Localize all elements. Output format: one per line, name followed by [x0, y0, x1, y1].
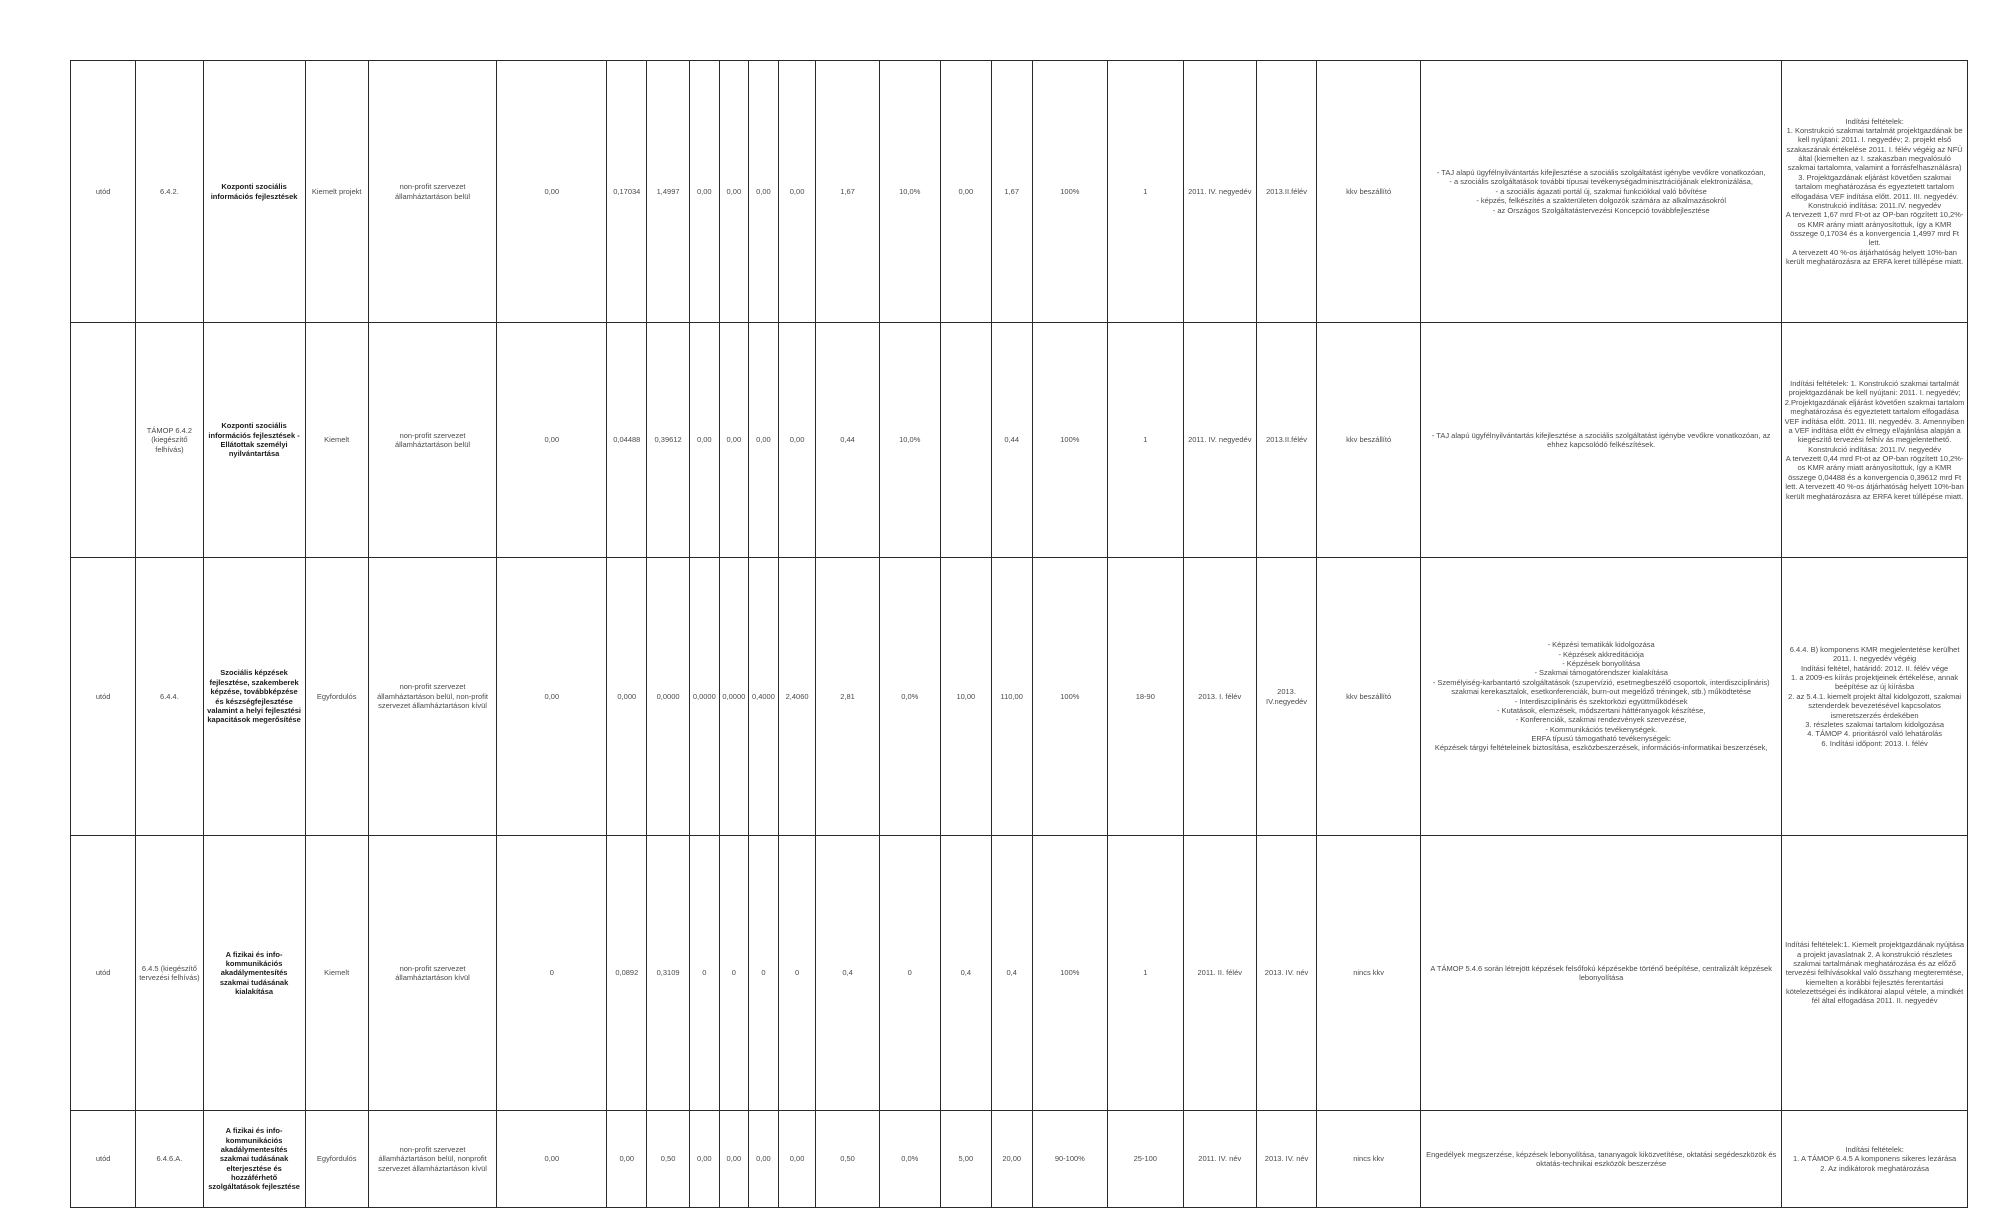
note-line: A TÁMOP 5.4.6 során létrejött képzések felsőfokú képzésekbe történő beépítése, centralizált képzések lebonyolítása: [1430, 963, 1772, 982]
cell-col-23: [1782, 61, 1968, 323]
cell-col-16: 1,67: [991, 61, 1032, 323]
cell-col-7: 0,00: [607, 1111, 647, 1208]
cell-col-18: 18-90: [1108, 558, 1183, 836]
cell-col-17: 100%: [1032, 836, 1107, 1111]
cell-col-18: 25-100: [1108, 1111, 1183, 1208]
cell-col-7: 0,0892: [607, 836, 647, 1111]
note-line: Indítási feltételek:1. Kiemelt projektgazdának nyújtása a projekt javaslatnak 2. A konstrukció részletes szakmai tartalmának meghatározása és az előző tervezési felhívásokkal való összhang megteremtése, kiemelten a korábbi fejlesztés ferentartási kötelezettségei és indikátorai alapul vétele, a mindkét fél által elfogadása 2011. II. negyedév: [1785, 940, 1965, 1006]
note-line: - a szociális ágazati portál új, szakmai funkciókkal való bővítése: [1495, 186, 1707, 196]
cell-col-23: [1782, 836, 1968, 1111]
note-line: - a szociális szolgáltatások további típusai tevékenységadminisztrációjának elektronizálása,: [1449, 177, 1753, 187]
note-line: 2. Az indikátorok meghatározása: [1820, 1163, 1929, 1173]
note-line: - Képzések akkreditációja: [1558, 649, 1644, 659]
cell-col-15: 5,00: [940, 1111, 991, 1208]
cell-col-9: 0: [690, 836, 720, 1111]
cell-col-20: 2013.II.félév: [1256, 323, 1316, 558]
cell-col-12: 2,4060: [778, 558, 816, 836]
note-line: - TAJ alapú ügyfélnyilvántartás kifejlesztése a szociális szolgáltatást igénybe vevőkre vonatkozóan, az ehhez kapcsolódó felkészítések.: [1431, 430, 1771, 449]
cell-col-12: 0,00: [778, 323, 816, 558]
cell-col-5: non-profit szervezet államháztartáson belül: [368, 61, 497, 323]
note-line: 2. az 5.4.1. kiemelt projekt által kidolgozott, szakmai sztenderdek bevezetésével kapcsolatos ismeretszerzés érdekében: [1788, 691, 1962, 720]
note-line: Indítási feltételek:: [1845, 1144, 1904, 1154]
cell-col-20: 2013. IV. név: [1256, 836, 1316, 1111]
cell-col-2: 6.4.5 (kiegészítő tervezési felhívás): [136, 836, 203, 1111]
cell-col-9: 0,0000: [690, 558, 720, 836]
cell-col-4: Egyfordulós: [305, 558, 368, 836]
note-line: - Képzési tematikák kidolgozása: [1547, 640, 1655, 650]
cell-col-11: 0,00: [749, 61, 779, 323]
cell-col-23: [1782, 558, 1968, 836]
cell-col-15: 0,00: [940, 61, 991, 323]
cell-col-1: utód: [71, 61, 136, 323]
cell-col-3: Szociális képzések fejlesztése, szakemberek képzése, továbbképzése és készségfejlesztése valamint a helyi fejlesztési kapacitások megerősítése: [203, 558, 305, 836]
cell-col-12: 0,00: [778, 61, 816, 323]
cell-col-8: 1,4997: [647, 61, 690, 323]
note-line: - Szakmai támogatórendszer kialakítása: [1534, 668, 1668, 678]
cell-col-14: 0: [879, 836, 940, 1111]
cell-col-10: 0: [719, 836, 749, 1111]
table-row: [71, 558, 1968, 836]
note-line: A tervezett 40 %-os átjárhatóság helyett 10%-ban került meghatározásra az ERFA keret túllépése miatt.: [1786, 247, 1964, 267]
cell-col-19: 2011. IV. negyedév: [1183, 323, 1256, 558]
cell-col-13: 1,67: [816, 61, 879, 323]
cell-col-10: 0,00: [719, 1111, 749, 1208]
note-line: - Képzések bonyolítása: [1562, 659, 1641, 668]
cell-col-22: [1421, 836, 1782, 1111]
cell-col-15: [940, 323, 991, 558]
note-line: A tervezett 0,44 mrd Ft-ot az OP-ban rögzített 10,2%-os KMR arány miatt arányosítottuk, így a KMR összege 0,04488 és a konvergencia 0,39612 mrd Ft lett. A tervezett 40 %-os átjárhatóság helyett 10%-ban került meghatározásra az ERFA keret túllépése miatt.: [1785, 454, 1964, 501]
table-row: [71, 1111, 1968, 1208]
note-line: - Személyiség-karbantartó szolgáltatások (szupervízió, esetmegbeszélő csoportok, interdiszciplináris) szakmai kerekasztalok, esetkonferenciák, burn-out megelőző tréningek, stb.) működtetése: [1432, 677, 1770, 697]
note-line: Indítási feltételek:: [1845, 116, 1904, 126]
cell-col-23: [1782, 1111, 1968, 1208]
cell-col-19: 2011. II. félév: [1183, 836, 1256, 1111]
cell-col-12: 0,00: [778, 1111, 816, 1208]
table-row: [71, 61, 1968, 323]
cell-col-8: 0,50: [647, 1111, 690, 1208]
cell-col-17: 100%: [1032, 323, 1107, 558]
cell-col-4: Kiemelt: [305, 836, 368, 1111]
cell-col-18: 1: [1108, 61, 1183, 323]
cell-col-9: 0,00: [690, 1111, 720, 1208]
cell-col-6: 0,00: [497, 558, 607, 836]
cell-col-18: 1: [1108, 836, 1183, 1111]
note-line: A tervezett 1,67 mrd Ft-ot az OP-ban rögzített 10,2%-os KMR arány miatt arányosítottuk, így a KMR összege 0,17034 és a konvergencia 1,4997 mrd Ft lett.: [1785, 210, 1964, 248]
cell-col-3: A fizikai és info-kommunikációs akadálymentesítés szakmai tudásának elterjesztése és hozzáférhető szolgáltatások fejlesztése: [203, 1111, 305, 1208]
cell-col-1: utód: [71, 836, 136, 1111]
cell-col-13: 0,4: [816, 836, 879, 1111]
cell-col-6: 0,00: [497, 61, 607, 323]
note-line: - Kommunikációs tevékenységek.: [1545, 724, 1658, 734]
cell-col-10: 0,00: [719, 61, 749, 323]
cell-col-22: [1421, 61, 1782, 323]
cell-col-5: non-profit szervezet államháztartáson belül, nonprofit szervezet államháztartáson kívül: [368, 1111, 497, 1208]
cell-col-14: 0,0%: [879, 558, 940, 836]
cell-col-9: 0,00: [690, 61, 720, 323]
cell-col-10: 0,00: [719, 323, 749, 558]
cell-col-21: nincs kkv: [1317, 1111, 1421, 1208]
cell-col-11: 0,00: [749, 1111, 779, 1208]
note-line: Képzések tárgyi feltételeinek biztosítása, eszközbeszerzések, információs-informatikai beszerzések,: [1434, 743, 1768, 753]
cell-col-5: non-profit szervezet államháztartáson kívül: [368, 836, 497, 1111]
note-line: - Kutatások, elemzések, módszertani háttéranyagok készítése,: [1496, 705, 1706, 715]
note-line: 6.4.4. B) komponens KMR megjelentetése kerülhet 2011. I. negyedév végéig: [1789, 644, 1960, 664]
cell-col-15: 0,4: [940, 836, 991, 1111]
cell-col-21: kkv beszállító: [1317, 558, 1421, 836]
cell-col-21: nincs kkv: [1317, 836, 1421, 1111]
cell-col-2: 6.4.2.: [136, 61, 203, 323]
cell-col-22: [1421, 1111, 1782, 1208]
cell-col-1: utód: [71, 558, 136, 836]
note-line: Engedélyek megszerzése, képzések lebonyolítása, tananyagok kiközvetítése, oktatási segédeszközök és oktatás-technikai eszközök beszerzése: [1426, 1149, 1777, 1168]
note-line: 1. a 2009-es kiírás projektjeinek értékelése, annak beépítése az új kiírásba: [1791, 673, 1959, 692]
cell-col-3: Kozponti szociális információs fejlesztések: [203, 61, 305, 323]
cell-col-8: 0,39612: [647, 323, 690, 558]
cell-col-23: [1782, 323, 1968, 558]
note-line: 4. TÁMOP 4. prioritásról való lehatárolás: [1807, 729, 1942, 739]
cell-col-14: 10,0%: [879, 61, 940, 323]
cell-col-11: 0,00: [749, 323, 779, 558]
cell-col-1: utód: [71, 1111, 136, 1208]
note-line: Indítási feltételek: 1. Konstrukció szakmai tartalmát projektgazdának be kell nyújtani: 2011. I. negyedév; 2.Projektgazdának eljárást követően szakmai tartalom meghatározása és egyeztetett tartalom elfogadása VEF indítása előtt. 2011. III. negyedév. 3. Amennyiben a VEF indítása előtt év elmegy el/ajánlása alapján a kiegészítő tervezési felhív ás megjelentethető. Konstrukció indítása: 2011.IV. negyedév: [1784, 379, 1965, 454]
cell-col-9: 0,00: [690, 323, 720, 558]
cell-col-16: 0,4: [991, 836, 1032, 1111]
cell-col-3: A fizikai és info-kommunikációs akadálymentesítés szakmai tudásának kialakítása: [203, 836, 305, 1111]
note-line: ERFA típusú támogatható tevékenységek:: [1531, 734, 1671, 743]
cell-col-20: 2013. IV.negyedév: [1256, 558, 1316, 836]
cell-col-4: Egyfordulós: [305, 1111, 368, 1208]
cell-col-2: 6.4.6.A.: [136, 1111, 203, 1208]
cell-col-21: kkv beszállító: [1317, 61, 1421, 323]
cell-col-13: 0,50: [816, 1111, 879, 1208]
cell-col-1: [71, 323, 136, 558]
cell-col-8: 0,3109: [647, 836, 690, 1111]
cell-col-5: non-profit szervezet államháztartáson belül: [368, 323, 497, 558]
note-line: - az Országos Szolgáltatástervezési Koncepció továbbfejlesztése: [1492, 205, 1710, 215]
cell-col-15: 10,00: [940, 558, 991, 836]
cell-col-2: 6.4.4.: [136, 558, 203, 836]
cell-col-7: 0,17034: [607, 61, 647, 323]
cell-col-11: 0,4000: [749, 558, 779, 836]
table-row: [71, 836, 1968, 1111]
cell-col-2: TÁMOP 6.4.2 (kiegészítő felhívás): [136, 323, 203, 558]
cell-col-17: 90-100%: [1032, 1111, 1107, 1208]
note-line: - képzés, felkészítés a szakterületen dolgozók számára az alkalmazásokról: [1476, 196, 1727, 206]
cell-col-4: Kiemelt: [305, 323, 368, 558]
cell-col-22: [1421, 323, 1782, 558]
cell-col-3: Kozponti szociális információs fejlesztések - Ellátottak személyi nyilvántartása: [203, 323, 305, 558]
cell-col-16: 20,00: [991, 1111, 1032, 1208]
cell-col-13: 2,81: [816, 558, 879, 836]
cell-col-13: 0,44: [816, 323, 879, 558]
cell-col-19: 2011. IV. név: [1183, 1111, 1256, 1208]
cell-col-18: 1: [1108, 323, 1183, 558]
cell-col-5: non-profit szervezet államháztartáson belül, non-profit szervezet államháztartáson kívül: [368, 558, 497, 836]
note-line: 1. A TÁMOP 6.4.5 A komponens sikeres lezárása: [1793, 1154, 1957, 1164]
cell-col-20: 2013.II.félév: [1256, 61, 1316, 323]
table-body: [71, 61, 1968, 1208]
cell-col-14: 0,0%: [879, 1111, 940, 1208]
note-line: 6. Indítási időpont: 2013. I. félév: [1821, 738, 1928, 748]
cell-col-4: Kiemelt projekt: [305, 61, 368, 323]
cell-col-11: 0: [749, 836, 779, 1111]
note-line: - Interdiszciplináris és szektorközi együttműködések: [1514, 696, 1688, 706]
cell-col-8: 0,0000: [647, 558, 690, 836]
cell-col-7: 0,04488: [607, 323, 647, 558]
table-row: [71, 323, 1968, 558]
cell-col-21: kkv beszállító: [1317, 323, 1421, 558]
cell-col-19: 2013. I. félév: [1183, 558, 1256, 836]
cell-col-17: 100%: [1032, 61, 1107, 323]
cell-col-19: 2011. IV. negyedév: [1183, 61, 1256, 323]
cell-col-10: 0,0000: [719, 558, 749, 836]
cell-col-22: [1421, 558, 1782, 836]
cell-col-6: 0,00: [497, 1111, 607, 1208]
cell-col-6: 0,00: [497, 323, 607, 558]
cell-col-14: 10,0%: [879, 323, 940, 558]
cell-col-7: 0,000: [607, 558, 647, 836]
note-line: 1. Konstrukció szakmai tartalmát projektgazdának be kell nyújtani: 2011. I. negyedév; 2. projekt első szakaszának értékelése 2011. I. félév végéig az NFÜ által (kiemelten az I. szakaszban megvalósuló szakmai tartalomra, valamint a forrásfelhasználásra) 3. Projektgazdának eljárást követően szakmai tartalom meghatározása és egyeztetett tartalom elfogadása VEF indítása előtt. 2011. III. negyedév. Konstrukció indítása: 2011.IV. negyedév: [1786, 125, 1963, 210]
cell-col-6: 0: [497, 836, 607, 1111]
cell-col-20: 2013. IV. név: [1256, 1111, 1316, 1208]
cell-col-16: 110,00: [991, 558, 1032, 836]
note-line: Indítási feltétel, határidő: 2012. II. félév vége: [1801, 663, 1949, 673]
cell-col-17: 100%: [1032, 558, 1107, 836]
note-line: - Konferenciák, szakmai rendezvények szervezése,: [1515, 715, 1687, 725]
note-line: - TAJ alapú ügyfélnyilvántartás kifejlesztése a szociális szolgáltatást igénybe vevőkre vonatkozóan,: [1436, 168, 1766, 178]
cell-col-12: 0: [778, 836, 816, 1111]
cell-col-16: 0,44: [991, 323, 1032, 558]
note-line: 3. részletes szakmai tartalom kidolgozása: [1805, 719, 1944, 729]
project-table: [70, 60, 1968, 1208]
